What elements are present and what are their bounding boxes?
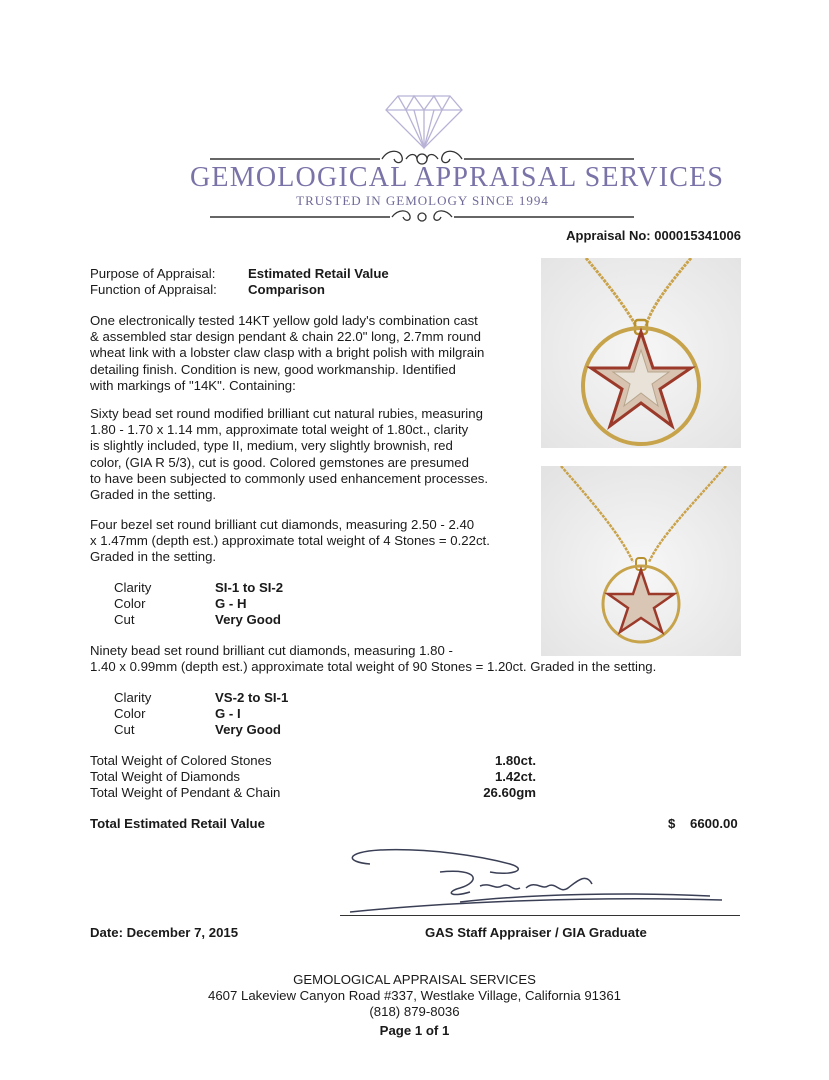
- pendant-photo-closeup: [541, 258, 741, 448]
- total-weight-label: Total Weight of Pendant & Chain: [90, 785, 281, 800]
- function-value: Comparison: [248, 282, 325, 297]
- grading2-clarity-label: Clarity: [114, 690, 152, 705]
- total-diamonds-label: Total Weight of Diamonds: [90, 769, 241, 784]
- grading1-clarity-value: SI-1 to SI-2: [215, 580, 284, 595]
- total-diamonds-value: 1.42ct.: [494, 769, 536, 784]
- company-tagline: TRUSTED IN GEMOLOGY SINCE 1994: [296, 193, 549, 208]
- grading2-cut-label: Cut: [114, 722, 135, 737]
- description-line: One electronically tested 14KT yellow gold lady's combination cast: [90, 313, 478, 328]
- rubies-line: 1.80 - 1.70 x 1.14 mm, approximate total weight of 1.80ct., clarity: [90, 422, 469, 438]
- rubies-line: Sixty bead set round modified brilliant cut natural rubies, measuring: [90, 406, 483, 421]
- total-colored-stones-label: Total Weight of Colored Stones: [90, 753, 272, 768]
- diamond-logo-icon: [384, 94, 464, 155]
- description-line: wheat link with a lobster claw clasp with a bright polish with milgrain: [90, 345, 485, 361]
- grading2-cut-value: Very Good: [215, 722, 281, 737]
- bezel-line: Four bezel set round brilliant cut diamonds, measuring 2.50 - 2.40: [90, 517, 475, 532]
- bead-line: 1.40 x 0.99mm (depth est.) approximate total weight of 90 Stones = 1.20ct. Graded in the setting.: [90, 659, 657, 675]
- rubies-line: is slightly included, type II, medium, very slightly brownish, red: [90, 438, 453, 454]
- grading1-cut-label: Cut: [114, 612, 135, 627]
- rubies-line: color, (GIA R 5/3), cut is good. Colored gemstones are presumed: [90, 454, 469, 470]
- company-name: GEMOLOGICAL APPRAISAL SERVICES: [190, 162, 725, 193]
- grading2-clarity-value: VS-2 to SI-1: [215, 690, 289, 705]
- description-line: & assembled star design pendant & chain 22.0" long, 2.7mm round: [90, 329, 482, 345]
- rubies-line: Graded in the setting.: [90, 487, 217, 503]
- grading2-color-value: G - I: [215, 706, 241, 721]
- appraiser-signature: [330, 842, 730, 923]
- bezel-line: Graded in the setting.: [90, 549, 217, 565]
- function-label: Function of Appraisal:: [90, 282, 217, 297]
- item-description: [90, 313, 520, 394]
- purpose-value: Estimated Retail Value: [248, 266, 389, 281]
- purpose-label: Purpose of Appraisal:: [90, 266, 216, 281]
- currency-symbol: $: [668, 816, 676, 831]
- footer-phone: (818) 879-8036: [369, 1004, 460, 1019]
- header-bottom-ornament: [210, 205, 634, 229]
- appraiser-title: GAS Staff Appraiser / GIA Graduate: [425, 925, 647, 940]
- grading1-color-label: Color: [114, 596, 146, 611]
- description-line: detailing finish. Condition is new, good workmanship. Identified: [90, 361, 456, 377]
- retail-value-amount: 6600.00: [690, 816, 738, 831]
- grading2-color-label: Color: [114, 706, 146, 721]
- bead-line: Ninety bead set round brilliant cut diamonds, measuring 1.80 -: [90, 643, 453, 658]
- total-weight-value: 26.60gm: [483, 785, 536, 800]
- retail-value-label: Total Estimated Retail Value: [90, 816, 265, 831]
- bezel-diamonds-description: [90, 517, 520, 566]
- appraisal-date: Date: December 7, 2015: [90, 925, 239, 940]
- grading1-clarity-label: Clarity: [114, 580, 152, 595]
- page-number: Page 1 of 1: [379, 1023, 450, 1038]
- description-line: with markings of "14K". Containing:: [90, 377, 296, 393]
- footer-address: 4607 Lakeview Canyon Road #337, Westlake Village, California 91361: [208, 988, 621, 1003]
- pendant-photo-with-chain: [541, 466, 741, 656]
- footer-company: GEMOLOGICAL APPRAISAL SERVICES: [293, 972, 536, 987]
- total-colored-stones-value: 1.80ct.: [494, 753, 536, 768]
- grading1-color-value: G - H: [215, 596, 247, 611]
- rubies-description: [90, 406, 520, 503]
- appraisal-number: Appraisal No: 000015341006: [566, 228, 741, 243]
- rubies-line: to have been subjected to commonly used enhancement processes.: [90, 470, 489, 486]
- grading1-cut-value: Very Good: [215, 612, 281, 627]
- bezel-line: x 1.47mm (depth est.) approximate total weight of 4 Stones = 0.22ct.: [90, 533, 490, 549]
- signature-line: [340, 915, 740, 916]
